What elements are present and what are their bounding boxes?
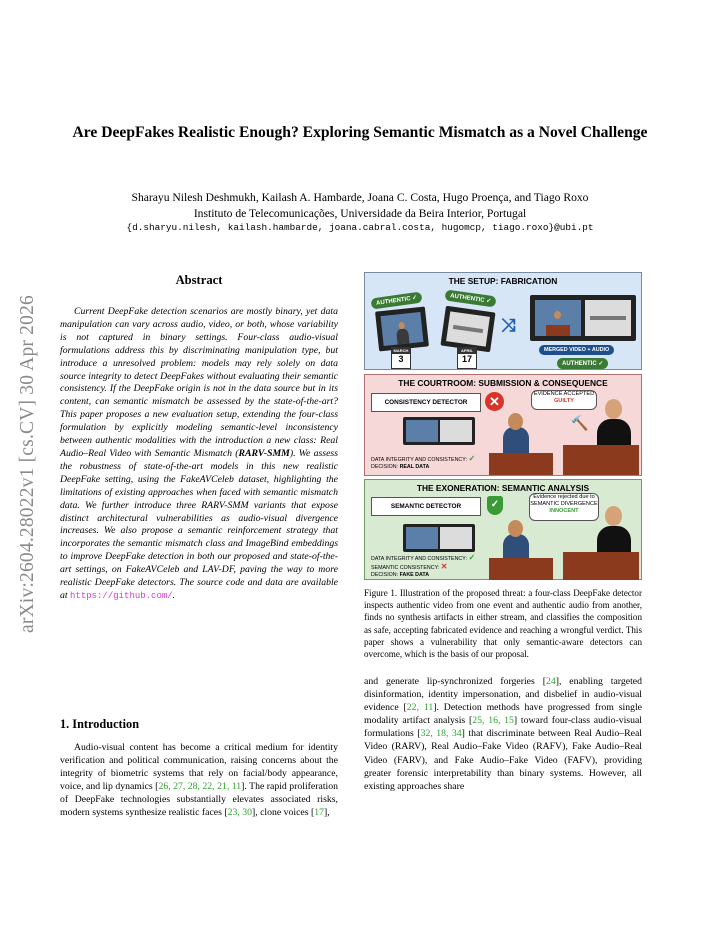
consistency-detector-box: CONSISTENCY DETECTOR (371, 393, 481, 412)
evidence-clip-icon (403, 524, 475, 552)
judge-head (605, 399, 622, 419)
authentic-badge: AUTHENTIC ✓ (370, 291, 422, 309)
merged-label: MERGED VIDEO + AUDIO (539, 345, 614, 355)
integrity-status: DATA INTEGRITY AND CONSISTENCY: ✓ SEMANTIC CONSISTENCY: ✕ DECISION: FAKE DATA (371, 553, 476, 578)
video-clip-icon (375, 306, 429, 351)
defendant-head (508, 520, 523, 537)
courtroom-panel (364, 374, 642, 476)
integrity-status: DATA INTEGRITY AND CONSISTENCY: ✓ DECISION: REAL DATA (371, 454, 476, 470)
right-column-text: and generate lip-synchronized forgeries [24], enabling targeted disinformation, identity impersonation, and disbelief in audio-visual evidence [22, 11]. Detection methods have progressed from single modality artifact analysis [25, 16, 15] toward four-class audio-visual formulations [32, 18, 34] that discriminate between Real Audio–Real Video (RARV), Real Audio–Fake Video (RAFV), Fake Audio–Real Video (FARV), and Fake Audio–Fake Video (FAFV), providing greater forensic interpretability than binary systems. However, all existing approaches share (364, 676, 643, 792)
setup-panel-title: THE SETUP: FABRICATION (448, 276, 558, 286)
shield-check-icon: ✓ (487, 496, 503, 515)
exoneration-panel-title: THE EXONERATION: SEMANTIC ANALYSIS (416, 483, 590, 493)
courtroom-panel-title: THE COURTROOM: SUBMISSION & CONSEQUENCE (398, 378, 608, 388)
figure-caption: Figure 1. Illustration of the proposed threat: a four-class DeepFake detector inspects authentic video from one event and authentic audio from another, finds no synthesis artifacts in either stream, and classifies the composition as safe, accepting fabricated evidence and reaching a wrongful verdict. This paper shows a vulnerability that only semantic-aware detectors can overcome, which is the basis of our proposal. (364, 588, 642, 660)
authentic-badge: AUTHENTIC ✓ (557, 358, 608, 369)
paper-title: Are DeepFakes Realistic Enough? Exploring Semantic Mismatch as a Novel Challenge (72, 124, 648, 141)
gavel-icon: 🔨 (571, 415, 589, 431)
citation-link[interactable]: 25, 16, 15 (472, 715, 514, 727)
merged-clip-icon (530, 295, 636, 341)
judge-head (605, 506, 622, 526)
abstract-heading: Abstract (175, 273, 223, 287)
figure-1 (364, 272, 642, 580)
audio-clip-icon (440, 306, 495, 353)
citation-link[interactable]: 17 (314, 807, 324, 819)
affiliation: Instituto de Telecomunicações, Universidade da Beira Interior, Portugal (193, 206, 527, 220)
abstract-text: Current DeepFake detection scenarios are mostly binary, yet data manipulation can vary across audio, video, or both, whose variability is not captured in binary settings. Four-class audio-visual formulations address this by discriminating manipulation type, but introduce a unresolved problem: models may rely solely on data source integrity to detect DeepFakes without evaluating their semantic consistency. If the DeepFake origin is not in the data source but in its content, can semantic mismatch be assessed by the state-of-the-art? This paper proposes a new evaluation setup, extending the four-class formulation by explicitly modeling semantic-level inconsistency between authentic modalities with the introduction a new class: Real Audio–Real Video with Semantic Mismatch (RARV-SMM). We assess the robustness of state-of-the-art models in this new realistic DeepFake setting, using the FakeAVCeleb dataset, highlighting the limitations of existing approaches when faced with semantic mismatch data. We further introduce three RARV-SMM variants that expose distinct architectural vulnerabilities as audio-visual divergence increases. We also propose a semantic reinforcement strategy that incorporates the semantic mismatch class and ImageBind embeddings to improve DeepFake detection in both our proposed and state-of-the-art settings, on FakeAVCeleb and LAV-DF, paving the way to more realistic DeepFake detectors. The source code and data are available at https://github.com/. (60, 306, 338, 601)
citation-link[interactable]: 26, 27, 28, 22, 21, 11 (158, 781, 242, 793)
reject-x-icon: ✕ (485, 392, 504, 411)
judge-bench (563, 445, 639, 475)
exoneration-panel (364, 479, 642, 580)
verdict-bubble: Evidence rejected due to SEMANTIC DIVERGENCE INNOCENT (529, 493, 599, 521)
author-block (60, 190, 660, 221)
authentic-badge: AUTHENTIC ✓ (444, 289, 496, 307)
section-heading: 1. Introduction (60, 717, 140, 731)
defendant-head (508, 413, 523, 430)
judge-bench (563, 552, 639, 580)
citation-link[interactable]: 24 (545, 676, 556, 687)
arxiv-identifier: arXiv:2604.28022v1 [cs.CV] 30 Apr 2026 (17, 295, 38, 633)
shuffle-icon: ⤨ (501, 315, 516, 335)
setup-panel (364, 272, 642, 370)
author-list: Sharayu Nilesh Deshmukh, Kailash A. Hambarde, Joana C. Costa, Hugo Proença, and Tiago Roxo (131, 191, 589, 204)
defendant-figure (503, 427, 529, 455)
calendar-icon: MARCH 3 (391, 347, 411, 369)
defendant-desk (489, 453, 553, 475)
calendar-icon: APRIL 17 (457, 347, 477, 369)
citation-link[interactable]: 22, 11 (406, 702, 434, 714)
semantic-detector-box: SEMANTIC DETECTOR (371, 497, 481, 516)
intro-paragraph: Audio-visual content has become a critical medium for identity verification and political communication, raising concerns about the integrity of biometric systems that rely on facial/body appearance, voice, and lip dynamics [26, 27, 28, 22, 21, 11]. The rapid proliferation of DeepFake technologies substantially elevates associated risks, modern systems synthesize realistic faces [23, 30], clone voices [17], (60, 742, 338, 819)
citation-link[interactable]: 23, 30 (227, 807, 252, 819)
defendant-desk (489, 558, 553, 580)
author-emails: {d.sharyu.nilesh, kailash.hambarde, joana.cabral.costa, hugomcp, tiago.roxo}@ubi.pt (126, 222, 594, 233)
citation-link[interactable]: 32, 18, 34 (420, 728, 462, 740)
rarv-smm-term: RARV-SMM (238, 447, 290, 459)
verdict-bubble: EVIDENCE ACCEPTED GUILTY (531, 390, 597, 410)
evidence-clip-icon (403, 417, 475, 445)
github-link[interactable]: https://github.com/ (70, 590, 173, 601)
